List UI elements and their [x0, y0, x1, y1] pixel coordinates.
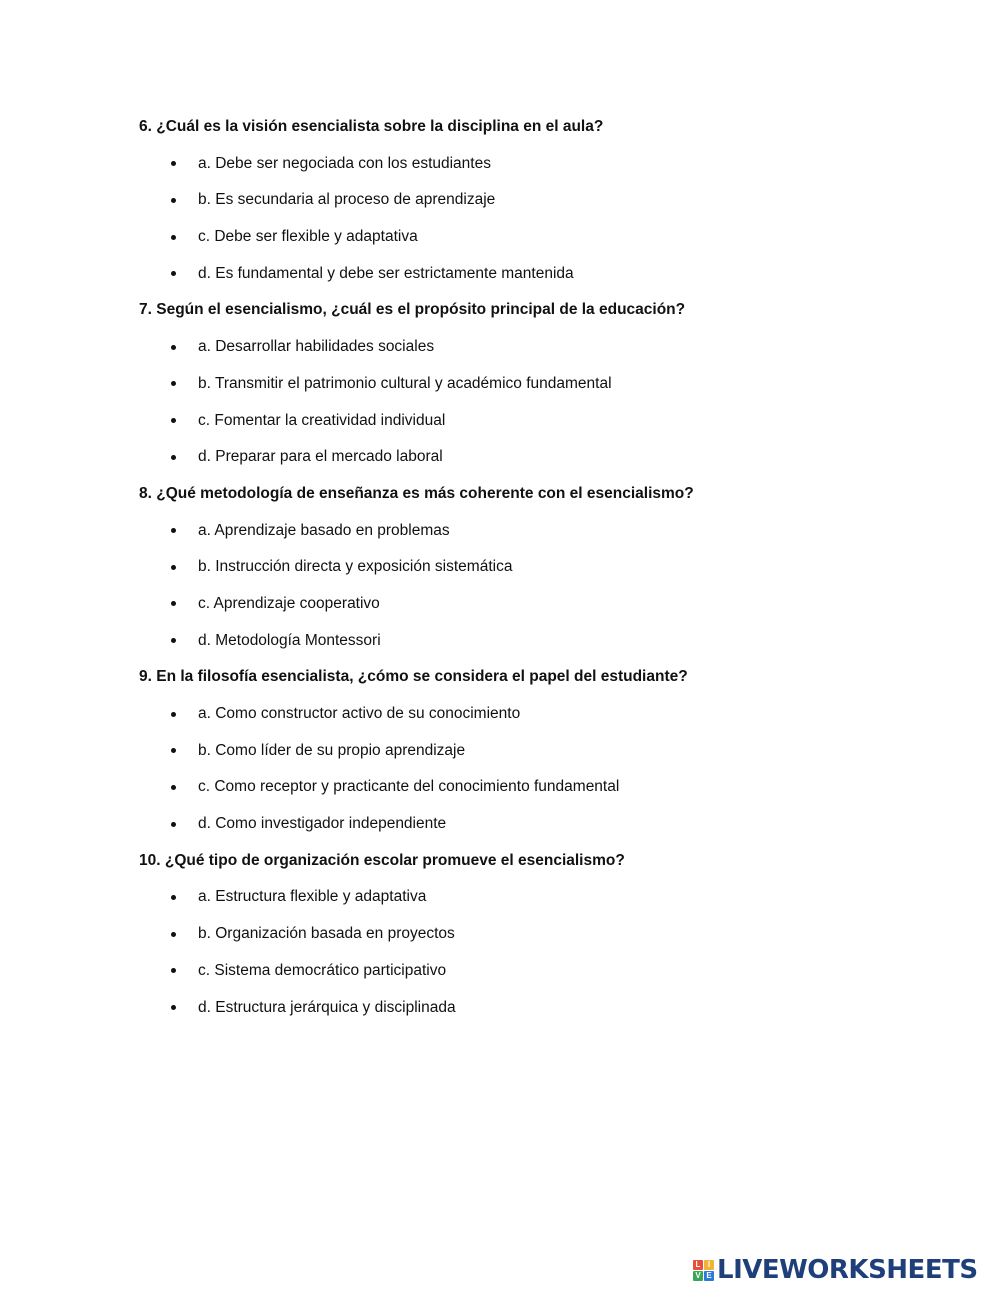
logo-mark-icon	[693, 1260, 714, 1281]
worksheet-document	[139, 116, 939, 1033]
bullet-icon	[171, 235, 176, 240]
question-10	[139, 850, 939, 1033]
option-text: b. Es secundaria al proceso de aprendizaje	[198, 191, 496, 209]
option-text: d. Como investigador independiente	[198, 815, 447, 833]
bullet-icon	[171, 968, 176, 973]
option-item	[139, 263, 939, 300]
option-text: a. Aprendizaje basado en problemas	[198, 521, 450, 539]
option-text: b. Transmitir el patrimonio cultural y académico fundamental	[198, 374, 612, 392]
bullet-icon	[171, 601, 176, 606]
bullet-icon	[171, 455, 176, 460]
bullet-icon	[171, 418, 176, 423]
option-text: a. Debe ser negociada con los estudiantes	[198, 154, 491, 172]
option-text: d. Es fundamental y debe ser estrictamente mantenida	[198, 264, 574, 282]
option-text: d. Estructura jerárquica y disciplinada	[198, 998, 456, 1016]
options-list	[139, 703, 939, 850]
question-title: 6. ¿Cuál es la visión esencialista sobre la disciplina en el aula?	[139, 118, 604, 135]
option-text: d. Metodología Montessori	[198, 631, 381, 649]
option-item	[139, 960, 939, 997]
option-text: b. Instrucción directa y exposición sistemática	[198, 558, 513, 576]
option-text: c. Sistema democrático participativo	[198, 961, 447, 979]
option-text: c. Fomentar la creatividad individual	[198, 411, 446, 429]
options-list	[139, 520, 939, 667]
logo-letter: L	[693, 1260, 703, 1270]
option-text: d. Preparar para el mercado laboral	[198, 448, 443, 466]
option-item	[139, 923, 939, 960]
option-item	[139, 630, 939, 667]
option-text: a. Estructura flexible y adaptativa	[198, 888, 427, 906]
option-item	[139, 776, 939, 813]
option-item	[139, 740, 939, 777]
bullet-icon	[171, 1005, 176, 1010]
question-9	[139, 666, 939, 849]
bullet-icon	[171, 161, 176, 166]
bullet-icon	[171, 345, 176, 350]
question-title: 8. ¿Qué metodología de enseñanza es más coherente con el esencialismo?	[139, 484, 694, 502]
option-item	[139, 997, 939, 1034]
bullet-icon	[171, 712, 176, 717]
question-7	[139, 299, 939, 482]
bullet-icon	[171, 381, 176, 386]
question-title: 10. ¿Qué tipo de organización escolar promueve el esencialismo?	[139, 851, 625, 869]
bullet-icon	[171, 565, 176, 570]
option-text: c. Debe ser flexible y adaptativa	[198, 228, 418, 246]
bullet-icon	[171, 271, 176, 276]
bullet-icon	[171, 822, 176, 827]
option-text: b. Como líder de su propio aprendizaje	[198, 741, 466, 759]
option-item	[139, 703, 939, 740]
option-text: b. Organización basada en proyectos	[198, 925, 455, 943]
options-list	[139, 886, 939, 1033]
logo-letter: I	[704, 1260, 714, 1270]
logo-letter: E	[704, 1271, 714, 1281]
option-item	[139, 886, 939, 923]
option-item	[139, 410, 939, 447]
bullet-icon	[171, 932, 176, 937]
option-text: a. Como constructor activo de su conocimiento	[198, 705, 521, 722]
logo-letter: V	[693, 1271, 703, 1281]
option-item	[139, 373, 939, 410]
bullet-icon	[171, 895, 176, 900]
option-item	[139, 520, 939, 557]
bullet-icon	[171, 785, 176, 790]
bullet-icon	[171, 638, 176, 643]
question-8	[139, 483, 939, 666]
logo-wordmark: LIVEWORKSHEETS	[717, 1255, 978, 1285]
option-item	[139, 813, 939, 850]
options-list	[139, 153, 939, 300]
option-item	[139, 189, 939, 226]
bullet-icon	[171, 748, 176, 753]
option-item	[139, 336, 939, 373]
option-item	[139, 556, 939, 593]
option-text: a. Desarrollar habilidades sociales	[198, 338, 435, 356]
bullet-icon	[171, 528, 176, 533]
option-item	[139, 153, 939, 190]
option-text: c. Aprendizaje cooperativo	[198, 594, 380, 612]
question-title: 7. Según el esencialismo, ¿cuál es el propósito principal de la educación?	[139, 301, 686, 319]
question-6	[139, 116, 939, 299]
option-text: c. Como receptor y practicante del conocimiento fundamental	[198, 778, 620, 796]
liveworksheets-logo	[693, 1255, 978, 1285]
question-title: 9. En la filosofía esencialista, ¿cómo se considera el papel del estudiante?	[139, 668, 688, 686]
options-list	[139, 336, 939, 483]
option-item	[139, 226, 939, 263]
bullet-icon	[171, 198, 176, 203]
option-item	[139, 446, 939, 483]
option-item	[139, 593, 939, 630]
